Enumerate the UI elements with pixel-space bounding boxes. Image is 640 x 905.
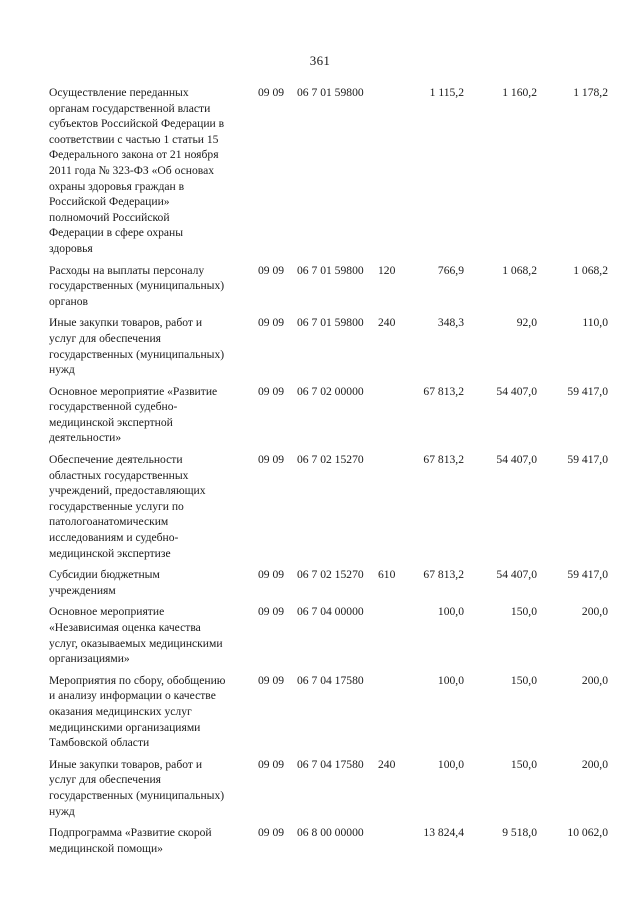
section-code: 09 09 [258,86,285,99]
table-row [0,757,640,819]
amount-year-1: 67 813,2 [423,568,464,582]
amount-year-2: 150,0 [510,757,537,771]
target-article-code: 06 7 01 59800 [297,263,364,277]
target-article-code: 06 7 01 59800 [297,316,364,330]
target-article-code: 06 7 04 17580 [297,757,364,771]
table-row [0,263,640,310]
amount-year-3: 200,0 [581,673,608,687]
target-article-code: 06 7 04 17580 [297,673,364,687]
table-row [0,825,640,856]
table-row [0,315,640,377]
row-name: Основное мероприятие «Развитие государственной судебно- медицинской экспертной деятельности» [49,384,218,445]
table-row [0,604,640,666]
table-row [0,384,640,446]
section-code: 09 09 [258,316,285,330]
amount-year-2: 1 160,2 [502,86,537,99]
amount-year-1: 1 115,2 [429,86,464,99]
table-row [0,673,640,751]
section-code: 09 09 [258,263,285,277]
amount-year-3: 200,0 [581,757,608,771]
row-name: Обеспечение деятельности областных государственных учреждений, предоставляющих государственные услуги по патологоанатомическим исследованиям и судебно- медицинской экспертизе [49,453,206,560]
page-number: 361 [309,53,331,68]
row-name: Субсидии бюджетным учреждениям [49,568,160,597]
amount-year-1: 100,0 [437,605,464,619]
amount-year-2: 150,0 [510,673,537,687]
row-name: Осуществление переданных органам государственной власти субъектов Российской Федерации в соответствии с частью 1 статьи 15 Федерального закона от 21 ноября 2011 года № 323-ФЗ «Об основах охраны здоровья граждан в Российской Федерации» полномочий Российской Федерации в сфере охраны здоровья [49,86,225,255]
section-code: 09 09 [258,673,285,687]
target-article-code: 06 7 01 59800 [297,86,364,99]
row-name: Основное мероприятие «Независимая оценка качества услуг, оказываемых медицинскими организациями» [49,605,223,666]
target-article-code: 06 7 02 15270 [297,453,364,467]
section-code: 09 09 [258,568,285,582]
target-article-code: 06 7 02 15270 [297,568,364,582]
row-name: Подпрограмма «Развитие скорой медицинской помощи» [49,826,212,855]
amount-year-2: 92,0 [516,316,537,330]
section-code: 09 09 [258,757,285,771]
expense-type-code: 120 [378,263,396,277]
amount-year-3: 1 068,2 [573,263,608,277]
target-article-code: 06 7 02 00000 [297,384,364,398]
expense-type-code: 240 [378,757,396,771]
budget-table [0,85,640,862]
amount-year-1: 766,9 [437,263,464,277]
amount-year-3: 200,0 [581,605,608,619]
row-name: Иные закупки товаров, работ и услуг для обеспечения государственных (муниципальных) нужд [49,316,225,377]
amount-year-2: 1 068,2 [502,263,537,277]
amount-year-1: 100,0 [437,757,464,771]
amount-year-2: 150,0 [510,605,537,619]
amount-year-3: 59 417,0 [567,568,608,582]
amount-year-1: 67 813,2 [423,453,464,467]
table-row [0,567,640,598]
section-code: 09 09 [258,826,285,840]
table-row [0,85,640,257]
row-name: Иные закупки товаров, работ и услуг для обеспечения государственных (муниципальных) нужд [49,757,225,818]
target-article-code: 06 7 04 00000 [297,605,364,619]
amount-year-3: 59 417,0 [567,384,608,398]
amount-year-3: 10 062,0 [567,826,608,840]
section-code: 09 09 [258,605,285,619]
amount-year-1: 348,3 [437,316,464,330]
target-article-code: 06 8 00 00000 [297,826,364,840]
expense-type-code: 610 [378,568,396,582]
amount-year-1: 13 824,4 [423,826,464,840]
section-code: 09 09 [258,384,285,398]
amount-year-3: 110,0 [582,316,608,330]
amount-year-2: 54 407,0 [496,453,537,467]
row-name: Расходы на выплаты персоналу государственных (муниципальных) органов [49,263,225,308]
amount-year-2: 54 407,0 [496,384,537,398]
table-row [0,452,640,561]
amount-year-3: 1 178,2 [573,86,608,99]
amount-year-1: 67 813,2 [423,384,464,398]
amount-year-3: 59 417,0 [567,453,608,467]
expense-type-code: 240 [378,316,396,330]
amount-year-2: 54 407,0 [496,568,537,582]
section-code: 09 09 [258,453,285,467]
row-name: Мероприятия по сбору, обобщению и анализу информации о качестве оказания медицинских услуг медицинскими организациями Тамбовской области [49,673,226,750]
amount-year-1: 100,0 [437,673,464,687]
amount-year-2: 9 518,0 [502,826,537,840]
